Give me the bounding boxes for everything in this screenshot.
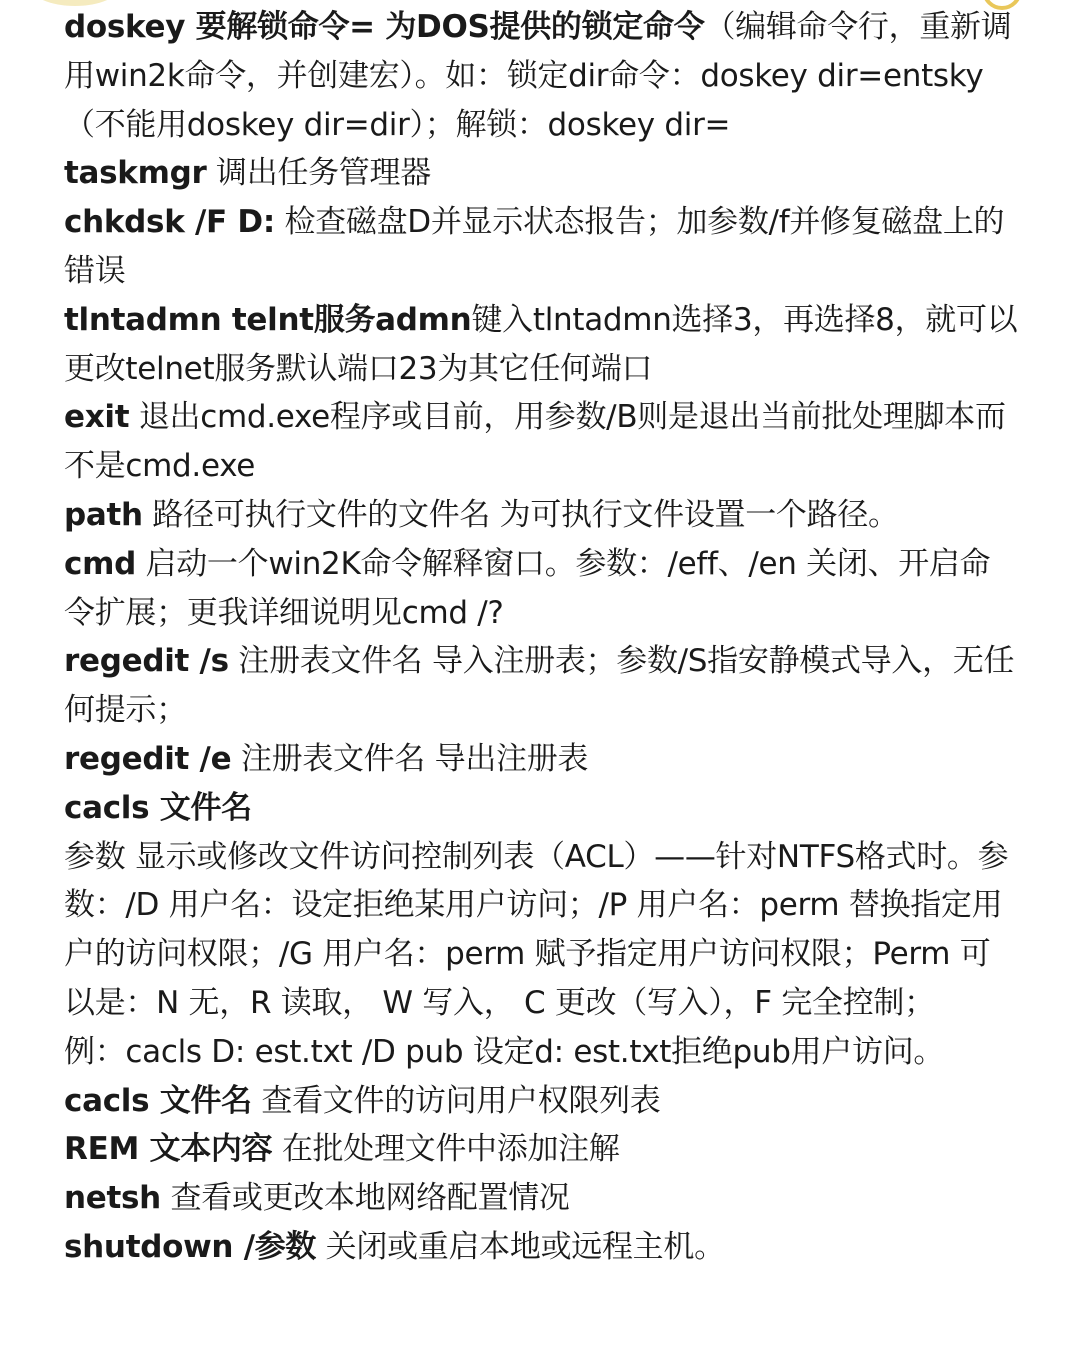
entry-tlntadmn [64, 296, 1019, 394]
entry-cacls-example [64, 1028, 1019, 1077]
entry-regedit-e [64, 735, 1019, 784]
command-description: 查看文件的访问用户权限列表 [251, 1082, 661, 1119]
command-name: shutdown /参数 [64, 1228, 317, 1265]
command-description: 例：cacls D: est.txt /D pub 设定d: est.txt拒绝pub用户访问。 [64, 1033, 945, 1070]
entry-rem [64, 1125, 1019, 1174]
command-description: 路径可执行文件的文件名 为可执行文件设置一个路径。 [142, 496, 899, 533]
entry-regedit-s [64, 637, 1019, 735]
entry-doskey [64, 3, 1019, 149]
command-description: 退出cmd.exe程序或目前，用参数/B则是退出当前批处理脚本而不是cmd.exe [64, 399, 1006, 485]
entry-cacls-params [64, 833, 1019, 1028]
entry-exit [64, 393, 1019, 491]
command-reference-text [64, 3, 1019, 1272]
command-description: 启动一个win2K命令解释窗口。参数：/eff、/en 关闭、开启命令扩展；更我详细说明见cmd /? [64, 545, 991, 631]
command-description: 键入tlntadmn选择3，再选择8，就可以更改telnet服务默认端口23为其它任何端口 [64, 301, 1018, 387]
command-name: cacls 文件名 [64, 1082, 252, 1119]
command-name: tlntadmn telnt服务admn [64, 301, 472, 338]
command-description: 在批处理文件中添加注解 [272, 1131, 620, 1168]
command-description: （编辑命令行，重新调用win2k命令，并创建宏）。如：锁定dir命令：doskey dir=entsky （不能用doskey dir=dir）；解锁：doskey dir= [64, 9, 1012, 143]
command-name: regedit /e [64, 740, 232, 777]
command-name: regedit /s [64, 643, 229, 680]
command-name: cmd [64, 545, 136, 582]
command-name: netsh [64, 1180, 161, 1217]
command-name: exit [64, 399, 130, 436]
command-description: 检查磁盘D并显示状态报告；加参数/f并修复磁盘上的错误 [64, 204, 1005, 289]
command-description: 参数 显示或修改文件访问控制列表（ACL）——针对NTFS格式时。参数：/D 用户名：设定拒绝某用户访问；/P 用户名：perm 替换指定用户的访问权限；/G 用户名：perm 赋予指定用户访问权限；Perm 可以是：N 无，R 读取， W 写入， C 更改（写入），F 完全控制； [64, 838, 1009, 1021]
command-description: 查看或更改本地网络配置情况 [160, 1180, 570, 1217]
entry-shutdown [64, 1223, 1019, 1272]
command-name: taskmgr [64, 155, 207, 192]
command-description: 关闭或重启本地或远程主机。 [316, 1228, 725, 1265]
entry-path [64, 491, 1019, 540]
command-name: path [64, 496, 143, 533]
command-name: doskey 要解锁命令= 为DOS提供的锁定命令 [64, 9, 705, 45]
entry-taskmgr [64, 149, 1019, 198]
entry-cacls-view [64, 1077, 1019, 1126]
entry-cacls-heading [64, 784, 1019, 833]
command-description: 注册表文件名 导出注册表 [231, 740, 589, 777]
command-name: chkdsk /F D: [64, 204, 275, 241]
command-name: REM 文本内容 [64, 1131, 273, 1168]
command-name: cacls 文件名 [64, 789, 252, 826]
entry-netsh [64, 1174, 1019, 1223]
command-description: 注册表文件名 导入注册表；参数/S指安静模式导入，无任何提示； [64, 643, 1015, 729]
command-description: 调出任务管理器 [206, 155, 431, 192]
entry-cmd [64, 540, 1019, 638]
entry-chkdsk [64, 198, 1019, 296]
